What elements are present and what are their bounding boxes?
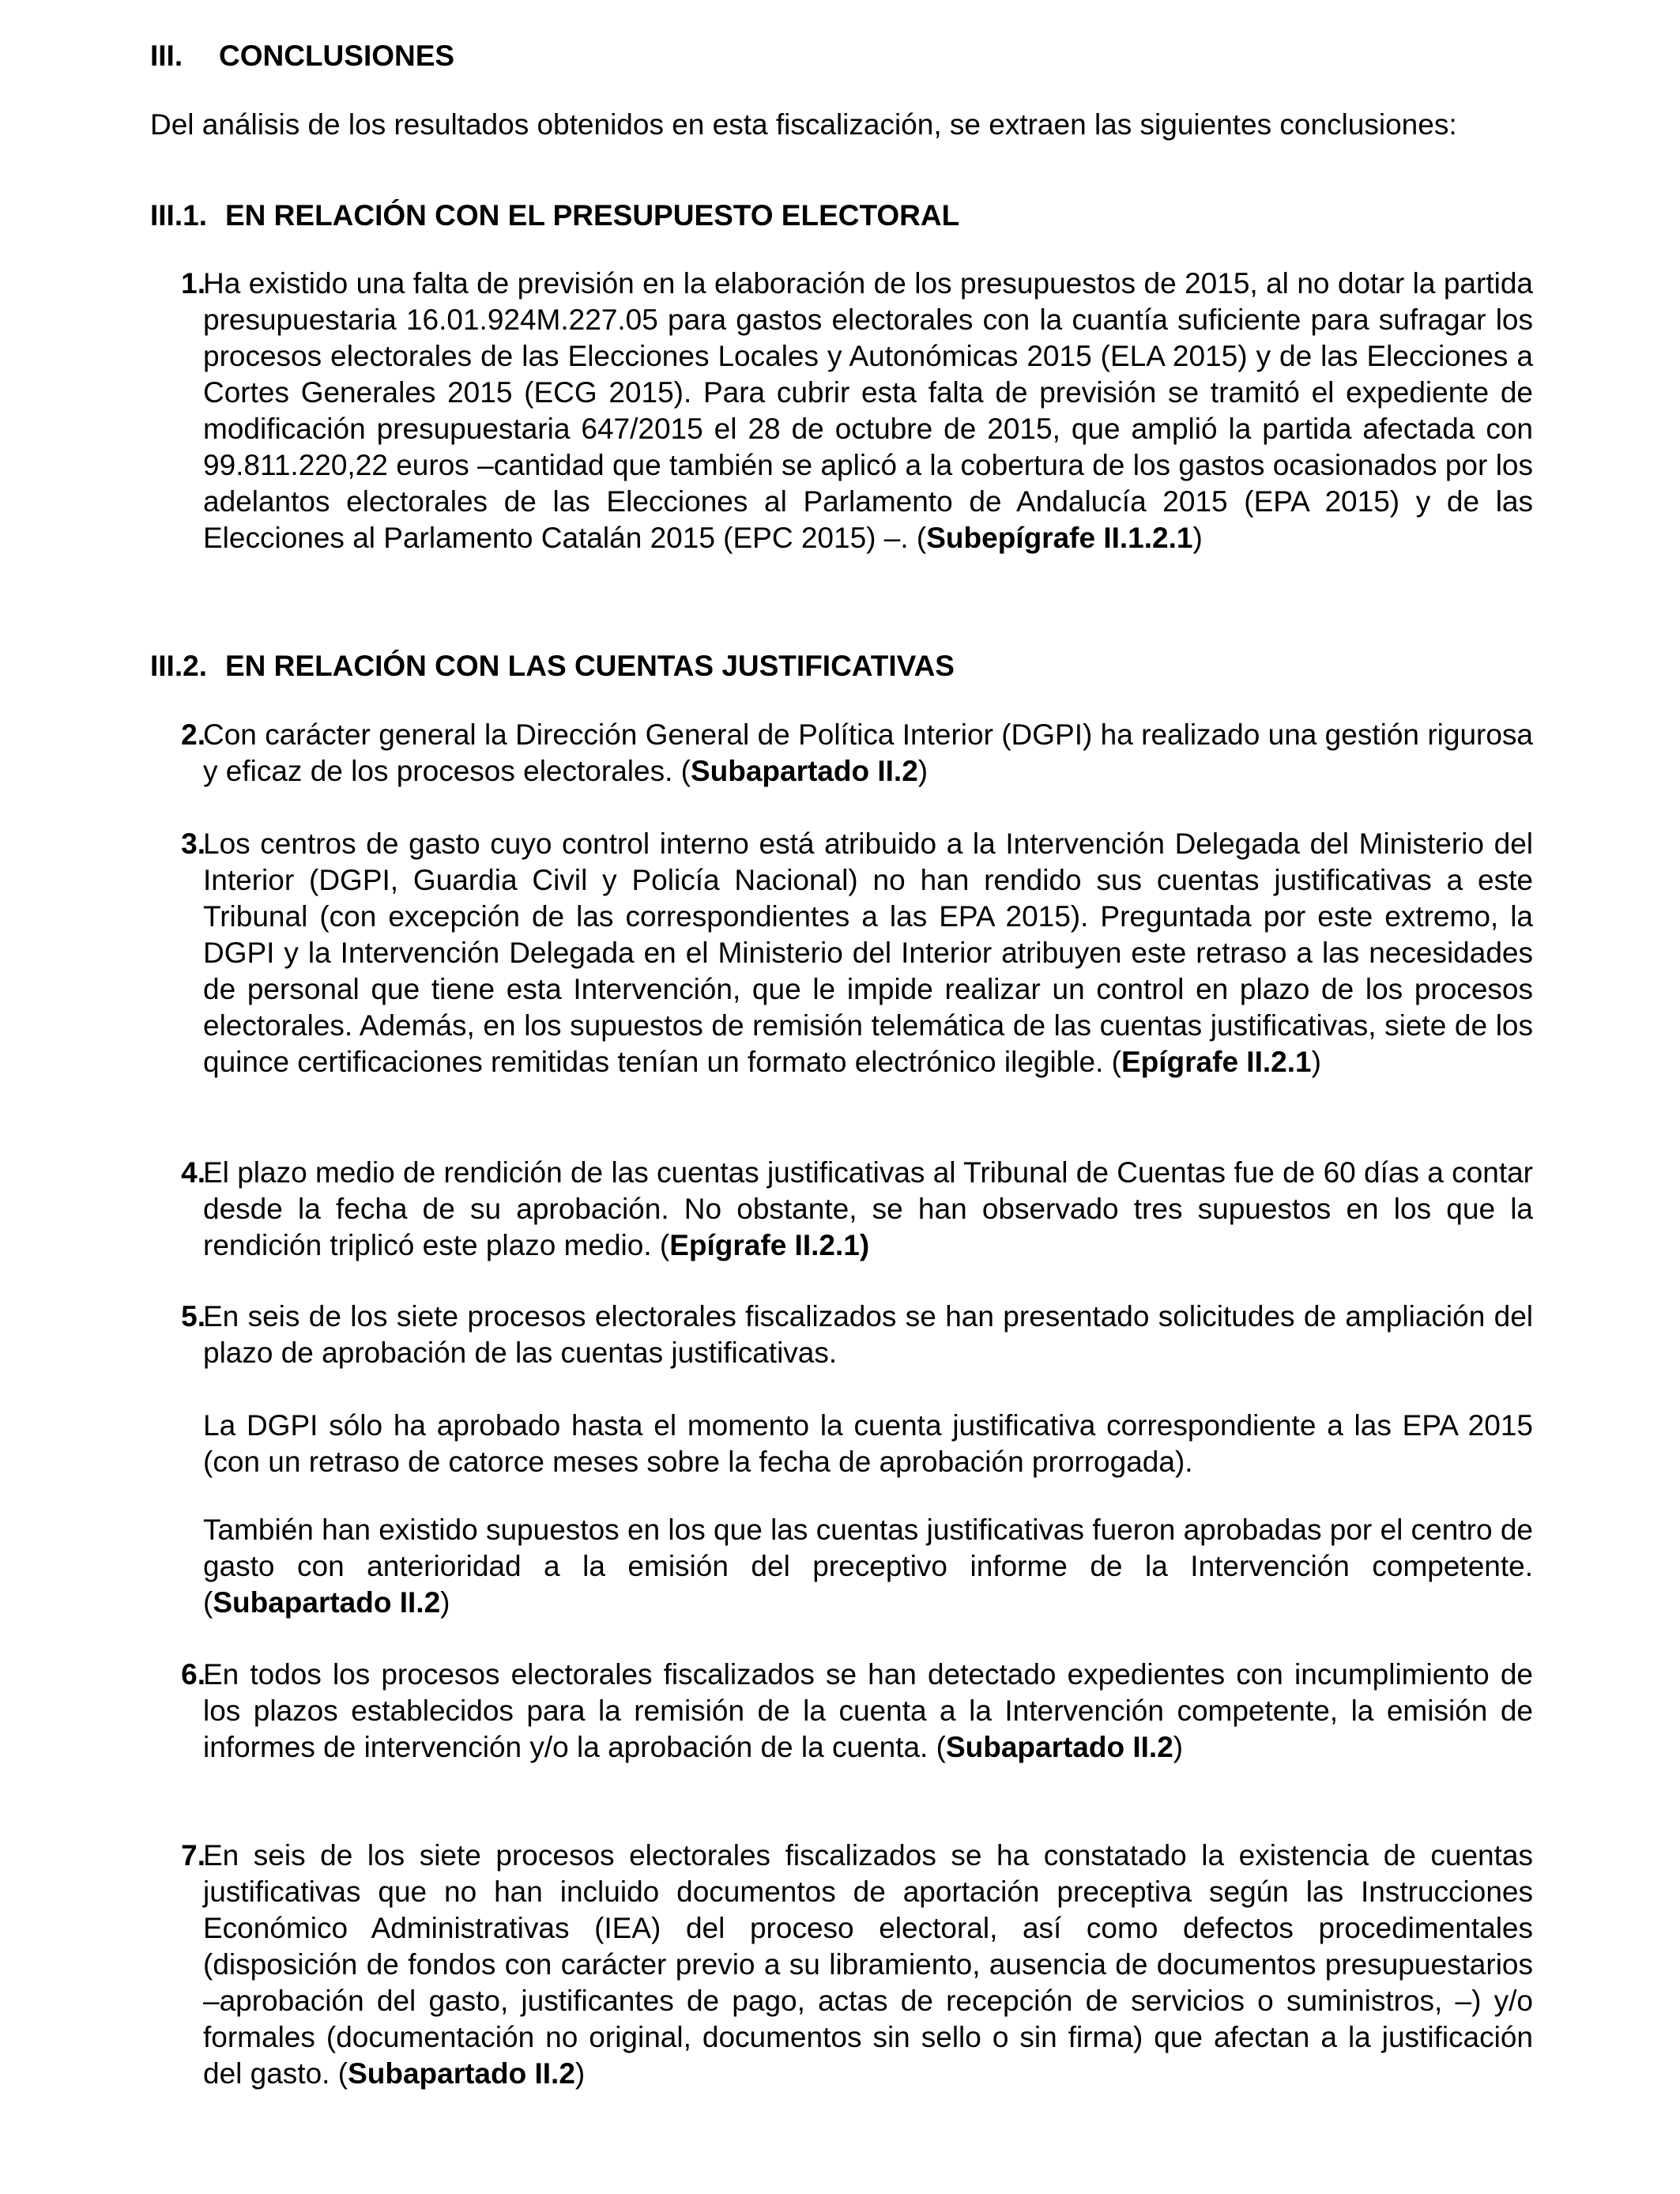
item-paragraph <box>203 1155 1533 1264</box>
subsection-number: III.1. <box>150 199 207 232</box>
subsection-heading-1 <box>150 198 959 234</box>
paragraph-reference: Epígrafe II.2.1 <box>1121 1046 1312 1078</box>
paragraph-text: El plazo medio de rendición de las cuentas justificativas al Tribunal de Cuentas fue de 60 días a contar desde la fecha de su aprobación. No obstante, se han observado tres supuestos en los que la rendición triplicó este plazo medio. ( <box>203 1156 1533 1261</box>
item-number: 2. <box>181 718 205 751</box>
paragraph-close: ) <box>917 755 929 787</box>
subsection-heading-2 <box>150 648 955 684</box>
paragraph-text: En seis de los siete procesos electorales fiscalizados se han presentado solicitudes de ampliación del plazo de aprobación de las cuentas justificativas. <box>203 1300 1533 1369</box>
item-number: 7. <box>181 1839 205 1872</box>
paragraph-reference: Subapartado II.2 <box>945 1731 1173 1763</box>
item-number: 6. <box>181 1658 205 1691</box>
item-number: 3. <box>181 827 205 860</box>
paragraph-text: Con carácter general la Dirección General de Política Interior (DGPI) ha realizado una gestión rigurosa y eficaz de los procesos electorales. ( <box>203 718 1533 787</box>
section-title: CONCLUSIONES <box>219 40 455 72</box>
paragraph-reference: Subapartado II.2 <box>348 2057 575 2090</box>
item-paragraph <box>203 1657 1533 1766</box>
item-paragraph <box>203 826 1533 1080</box>
paragraph-text: En todos los procesos electorales fiscalizados se han detectado expedientes con incumplimiento de los plazos establecidos para la remisión de la cuenta a la Intervención competente, la emisión de informes de intervención y/o la aprobación de la cuenta. ( <box>203 1658 1533 1763</box>
paragraph-close: ) <box>1192 522 1203 554</box>
section-intro: Del análisis de los resultados obtenidos en esta fiscalización, se extraen las siguientes conclusiones: <box>150 108 1457 141</box>
section-heading <box>150 38 454 74</box>
item-paragraph <box>203 266 1533 556</box>
paragraph-close: ) <box>1173 1731 1184 1763</box>
item-number: 5. <box>181 1300 205 1333</box>
paragraph-text: En seis de los siete procesos electorales fiscalizados se ha constatado la existencia de cuentas justificativas que no han incluido documentos de aportación preceptiva según las Instrucciones Económico Administrativas (IEA) del proceso electoral, así como defectos procedimentales (disposición de fondos con carácter previo a su libramiento, ausencia de documentos presupuestarios –aprobación del gasto, justificantes de pago, actas de recepción de servicios o suministros, –) y/o formales (documentación no original, documentos sin sello o sin firma) que afectan a la justificación del gasto. ( <box>203 1839 1533 2090</box>
paragraph-close: ) <box>440 1586 450 1619</box>
subsection-title: EN RELACIÓN CON LAS CUENTAS JUSTIFICATIVAS <box>225 650 955 682</box>
item-paragraph <box>203 1299 1533 1371</box>
paragraph-close: ) <box>1311 1046 1321 1078</box>
item-paragraph <box>203 717 1533 790</box>
paragraph-text: También han existido supuestos en los que las cuentas justificativas fueron aprobadas por el centro de gasto con anterioridad a la emisión del preceptivo informe de la Intervención competente. ( <box>203 1514 1533 1619</box>
item-number: 1. <box>181 267 205 300</box>
paragraph-reference: Subapartado II.2 <box>690 755 918 787</box>
item-paragraph <box>203 1408 1533 1480</box>
paragraph-close: ) <box>574 2057 586 2090</box>
subsection-title: EN RELACIÓN CON EL PRESUPUESTO ELECTORAL <box>225 199 960 232</box>
paragraph-text: Los centros de gasto cuyo control interno está atribuido a la Intervención Delegada del Ministerio del Interior (DGPI, Guardia Civil y Policía Nacional) no han rendido sus cuentas justificativas a este Tribunal (con excepción de las correspondientes a las EPA 2015). Preguntada por este extremo, la DGPI y la Intervención Delegada en el Ministerio del Interior atribuyen este retraso a las necesidades de personal que tiene esta Intervención, que le impide realizar un control en plazo de los procesos electorales. Además, en los supuestos de remisión telemática de las cuentas justificativas, siete de los quince certificaciones remitidas tenían un formato electrónico ilegible. ( <box>203 827 1533 1078</box>
paragraph-reference: Subapartado II.2 <box>213 1586 441 1619</box>
paragraph-reference: Subepígrafe II.1.2.1 <box>926 522 1193 554</box>
paragraph-text: Ha existido una falta de previsión en la elaboración de los presupuestos de 2015, al no dotar la partida presupuestaria 16.01.924M.227.05 para gastos electorales con la cuantía suficiente para sufragar los procesos electorales de las Elecciones Locales y Autonómicas 2015 (ELA 2015) y de las Elecciones a Cortes Generales 2015 (ECG 2015). Para cubrir esta falta de previsión se tramitó el expediente de modificación presupuestaria 647/2015 el 28 de octubre de 2015, que amplió la partida afectada con 99.811.220,22 euros –cantidad que también se aplicó a la cobertura de los gastos ocasionados por los adelantos electorales de las Elecciones al Parlamento de Andalucía 2015 (EPA 2015) y de las Elecciones al Parlamento Catalán 2015 (EPC 2015) –. ( <box>203 267 1533 554</box>
paragraph-reference: Epígrafe II.2.1) <box>669 1229 870 1261</box>
paragraph-text: La DGPI sólo ha aprobado hasta el momento la cuenta justificativa correspondiente a las EPA 2015 (con un retraso de catorce meses sobre la fecha de aprobación prorrogada). <box>203 1409 1533 1478</box>
item-paragraph <box>203 1838 1533 2092</box>
item-paragraph <box>203 1512 1533 1621</box>
subsection-number: III.2. <box>150 650 207 682</box>
section-number: III. <box>150 40 183 72</box>
item-number: 4. <box>181 1156 205 1189</box>
